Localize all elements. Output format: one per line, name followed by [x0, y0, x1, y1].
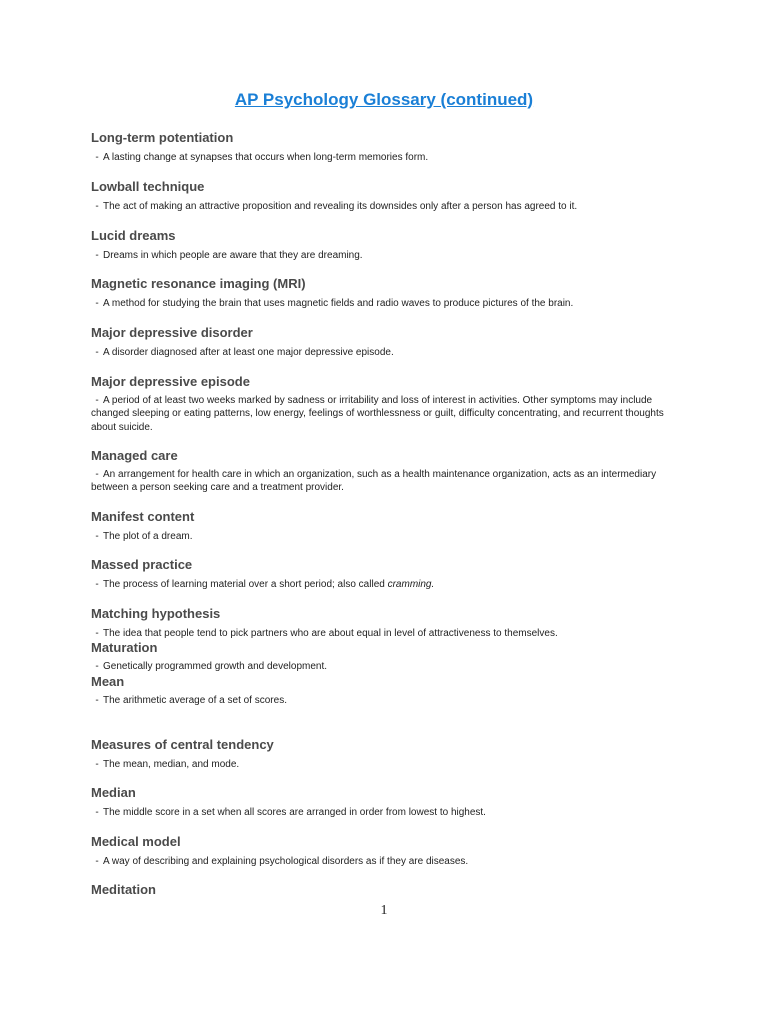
page-number: 1 [380, 903, 388, 918]
glossary-term: Major depressive disorder [91, 325, 253, 340]
glossary-definition [91, 855, 671, 868]
glossary-term: Long-term potentiation [91, 130, 234, 145]
definition-text: The arithmetic average of a set of scores. [103, 695, 287, 706]
definition-dash: - [95, 250, 99, 261]
definition-dash: - [95, 579, 99, 590]
definition-text: The idea that people tend to pick partners who are about equal in level of attractiveness to themselves. [103, 628, 558, 639]
glossary-definition [91, 578, 671, 591]
definition-text: A disorder diagnosed after at least one major depressive episode. [103, 347, 394, 358]
definition-text: An arrangement for health care in which an organization, such as a health maintenance organization, acts as an intermediary between a person seeking care and a treatment provider. [91, 469, 657, 494]
definition-dash: - [95, 807, 99, 818]
definition-dash: - [95, 469, 99, 480]
glossary-definition [91, 660, 671, 673]
glossary-definition [91, 394, 671, 434]
glossary-term: Major depressive episode [91, 374, 250, 389]
glossary-term: Massed practice [91, 557, 193, 572]
glossary-definition [91, 758, 671, 771]
glossary-term: Median [91, 785, 136, 800]
glossary-term: Managed care [91, 448, 178, 463]
definition-text: The mean, median, and mode. [103, 759, 240, 770]
glossary-term: Matching hypothesis [91, 606, 221, 621]
definition-text: A period of at least two weeks marked by sadness or irritability and loss of interest in activities. Other symptoms may include changed sleeping or eating patterns, low energy, feelings of worthlessness or guilt, difficulty concentrating, and recurrent thoughts about suicide. [91, 395, 664, 433]
definition-dash: - [95, 661, 99, 672]
definition-text: A method for studying the brain that uses magnetic fields and radio waves to produce pictures of the brain. [103, 298, 574, 309]
glossary-term: Lucid dreams [91, 228, 176, 243]
definition-dash: - [95, 759, 99, 770]
glossary-definition [91, 627, 671, 640]
definition-dash: - [95, 152, 99, 163]
glossary-term: Magnetic resonance imaging (MRI) [91, 276, 306, 291]
glossary-term: Mean [91, 674, 125, 689]
glossary-term: Medical model [91, 834, 181, 849]
definition-dash: - [95, 298, 99, 309]
definition-dash: - [95, 395, 99, 406]
definition-text: The plot of a dream. [103, 531, 193, 542]
definition-dash: - [95, 628, 99, 639]
glossary-definition [91, 249, 671, 262]
definition-dash: - [95, 695, 99, 706]
glossary-term: Meditation [91, 882, 156, 897]
glossary-definition [91, 468, 671, 495]
glossary-term: Measures of central tendency [91, 737, 274, 752]
definition-text: The middle score in a set when all scores are arranged in order from lowest to highest. [103, 807, 486, 818]
glossary-definition [91, 694, 671, 707]
glossary-term: Manifest content [91, 509, 195, 524]
glossary-definition [91, 200, 671, 213]
definition-dash: - [95, 531, 99, 542]
document-title: AP Psychology Glossary (continued) [234, 90, 534, 109]
definition-dash: - [95, 347, 99, 358]
definition-text: The act of making an attractive proposition and revealing its downsides only after a person has agreed to it. [103, 201, 578, 212]
definition-emphasis: cramming. [387, 579, 435, 590]
definition-text: A lasting change at synapses that occurs when long-term memories form. [103, 152, 429, 163]
glossary-definition [91, 806, 671, 819]
glossary-term: Maturation [91, 640, 158, 655]
definition-text: Dreams in which people are aware that they are dreaming. [103, 250, 363, 261]
definition-dash: - [95, 201, 99, 212]
glossary-definition [91, 151, 671, 164]
glossary-term: Lowball technique [91, 179, 205, 194]
definition-dash: - [95, 856, 99, 867]
definition-text: A way of describing and explaining psychological disorders as if they are diseases. [103, 856, 469, 867]
glossary-definition [91, 297, 671, 310]
definition-text: Genetically programmed growth and development. [103, 661, 328, 672]
definition-text: The process of learning material over a short period; also called [103, 579, 385, 590]
glossary-definition [91, 346, 671, 359]
glossary-definition [91, 530, 671, 543]
